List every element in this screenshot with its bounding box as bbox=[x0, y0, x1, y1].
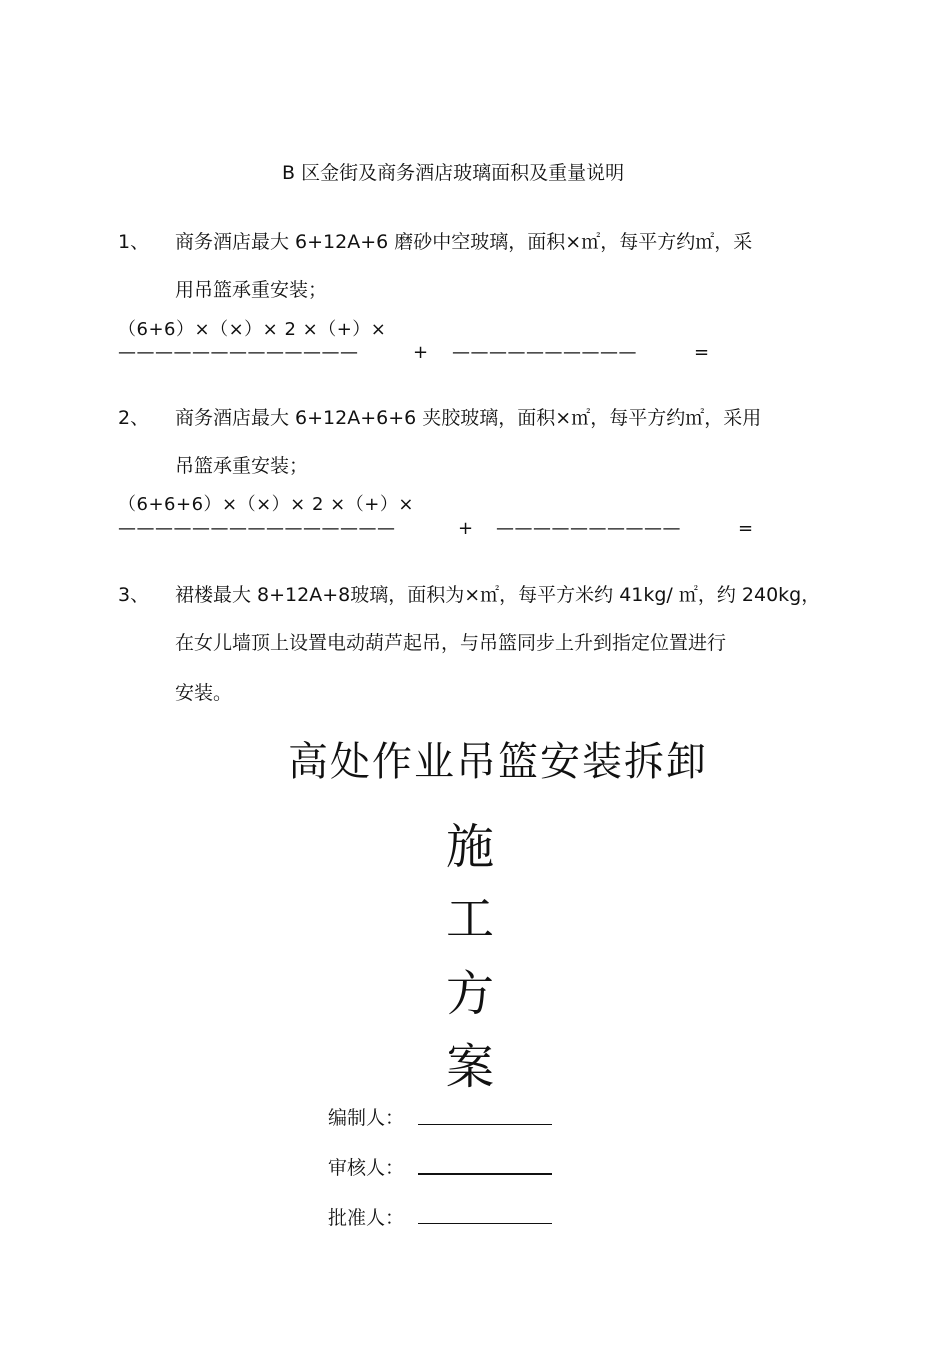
item-2-plus: + bbox=[458, 518, 474, 539]
item-3-line-3: 安装。 bbox=[175, 682, 233, 704]
cover-title: 高处作业吊篮安装拆卸 bbox=[288, 739, 708, 785]
item-1-equals: = bbox=[694, 342, 710, 363]
item-2-line-2: 吊篮承重安装； bbox=[175, 455, 309, 477]
item-2-formula: （6+6+6）×（×）× 2 ×（+）× bbox=[118, 494, 414, 515]
cover-char-3: 方 bbox=[446, 966, 495, 1022]
signature-line-reviewer bbox=[418, 1173, 552, 1175]
doc-title: B 区金街及商务酒店玻璃面积及重量说明 bbox=[282, 162, 625, 184]
item-1-line-1: 商务酒店最大 6+12A+6 磨砂中空玻璃，面积×㎡，每平方约㎡，采 bbox=[175, 231, 753, 253]
item-2-dash-left: ——————————————— bbox=[118, 518, 396, 539]
cover-char-2: 工 bbox=[446, 891, 495, 947]
item-2-dash-right: —————————— bbox=[496, 518, 681, 539]
cover-char-4: 案 bbox=[446, 1039, 495, 1095]
item-3-line-2: 在女儿墙顶上设置电动葫芦起吊，与吊篮同步上升到指定位置进行 bbox=[175, 632, 727, 654]
item-1-line-2: 用吊篮承重安装； bbox=[175, 279, 328, 301]
item-1-number: 1、 bbox=[118, 231, 150, 253]
item-2-number: 2、 bbox=[118, 407, 150, 429]
signature-label-approver: 批准人： bbox=[328, 1207, 405, 1229]
item-2-equals: = bbox=[738, 518, 754, 539]
signature-label-reviewer: 审核人： bbox=[328, 1157, 405, 1179]
item-1-plus: + bbox=[413, 342, 429, 363]
item-1-dash-right: —————————— bbox=[452, 342, 637, 363]
item-1-dash-left: ————————————— bbox=[118, 342, 359, 363]
signature-label-author: 编制人： bbox=[328, 1107, 405, 1129]
item-2-line-1: 商务酒店最大 6+12A+6+6 夹胶玻璃，面积×㎡，每平方约㎡，采用 bbox=[175, 407, 762, 429]
cover-char-1: 施 bbox=[446, 819, 495, 875]
item-1-formula: （6+6）×（×）× 2 ×（+）× bbox=[118, 319, 387, 340]
signature-line-approver bbox=[418, 1223, 552, 1224]
signature-line-author bbox=[418, 1124, 552, 1125]
item-3-number: 3、 bbox=[118, 584, 150, 606]
item-3-line-1: 裙楼最大 8+12A+8玻璃，面积为×㎡，每平方米约 41kg/ ㎡，约 240kg， bbox=[175, 584, 821, 606]
